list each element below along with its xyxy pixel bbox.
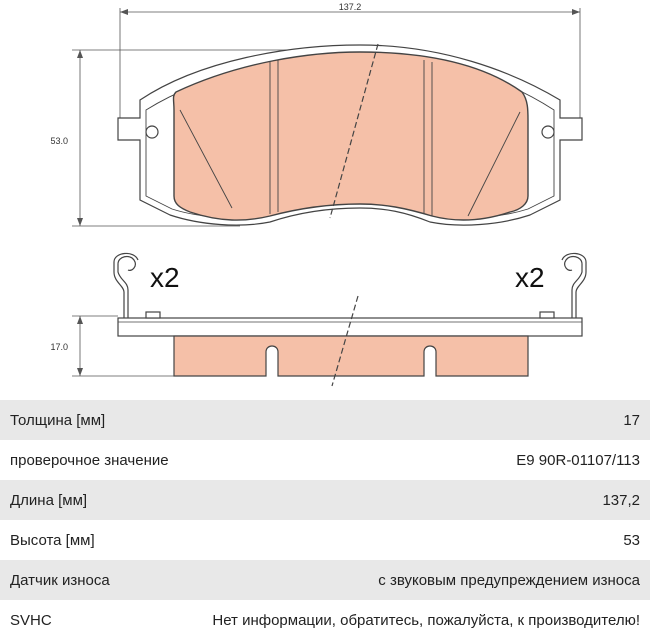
spec-label: проверочное значение <box>10 451 169 469</box>
spec-row-check-value <box>0 440 650 480</box>
spec-label: Высота [мм] <box>10 531 95 549</box>
spec-value: с звуковым предупреждением износа <box>378 571 640 589</box>
friction-material <box>174 52 529 220</box>
thickness-dimension-label: 17.0 <box>50 342 68 352</box>
spec-row-height <box>0 520 650 560</box>
quantity-right: x2 <box>515 262 545 293</box>
spec-row-thickness <box>0 400 650 440</box>
spec-label: SVHC <box>10 611 52 629</box>
spec-label: Длина [мм] <box>10 491 88 509</box>
height-dimension-label: 53.0 <box>50 136 68 146</box>
spec-value: 53 <box>623 531 640 549</box>
spring-clip-right <box>562 253 586 318</box>
spec-row-wear-sensor <box>0 560 650 600</box>
spec-table <box>0 400 650 640</box>
quantity-left: x2 <box>150 262 180 293</box>
spring-clip-left <box>114 253 138 318</box>
side-friction-material <box>174 336 528 376</box>
spec-label: Датчик износа <box>10 571 110 589</box>
spec-value: Нет информации, обратитесь, пожалуйста, к производителю! <box>212 611 640 629</box>
spec-value: 137,2 <box>602 491 640 509</box>
spec-value: 17 <box>623 411 640 429</box>
spec-row-svhc <box>0 600 650 640</box>
length-dimension-label: 137.2 <box>338 2 362 12</box>
spec-value: E9 90R-01107/113 <box>516 451 640 469</box>
spec-label: Толщина [мм] <box>10 411 106 429</box>
spec-row-length <box>0 480 650 520</box>
